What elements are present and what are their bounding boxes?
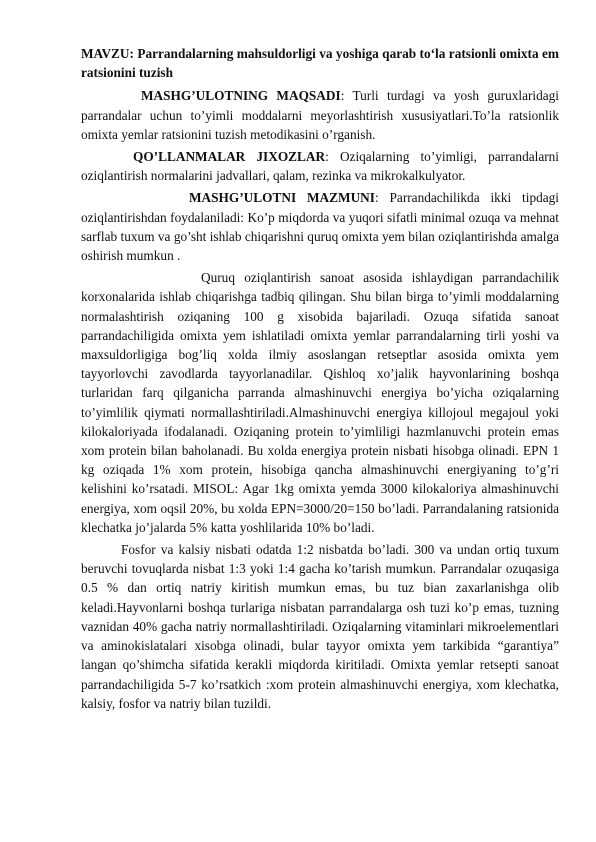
document-page xyxy=(81,44,559,713)
content-paragraph xyxy=(81,188,559,265)
tools-paragraph xyxy=(81,147,559,185)
tools-heading: QO’LLANMALAR JIXOZLAR xyxy=(133,149,326,165)
content-heading: MASHG’ULOTNI MAZMUNI xyxy=(189,190,375,206)
body-paragraph-1: Quruq oziqlantirish sanoat asosida ishlaydigan parrandachilik korxonalarida ishlab chiqarishga tadbiq qilingan. Shu bilan birga to’yimli moddalarning normalashtirish oziqaning 100 g xisobida bajariladi. Ozuqa sifatida sanoat parrandachiligida omixta yem ishlatiladi omixta yemlar parrandalarning tirli yoshi va maxsuldorligiga bog’liq xolda ilmiy asoslangan retseptlar asosida omixta yem tayyorlovchi zavodlarda tayyorlanadilar. Qishloq xo’jalik hayvonlarining boshqa turlaridan farq qilganicha parranda almashinuvchi energiya bo’yicha oziqalarning to’yimlilik qiymati normallashtiriladi.Almashinuvchi energiya killojoul megajoul yoki kilokaloriyada ifodalanadi. Oziqaning protein to’yimliligi hazmlanuvchi protein emas xom protein bilan baholanadi. Bu xolda energiya protein nisbati hisobga olinadi. EPN 1 kg oziqada 1% xom protein, hisobiga qancha almashinuvchi energiyaning to’g’ri kelishini ko’rsatadi. MISOL: Agar 1kg omixta yemda 3000 kilokaloriya almashinuvchi energiya, xom oqsil 20%, bu xolda EPN=3000/20=150 bo’ladi. Parrandalaning ratsionida klechatka jo’jalarda 5% katta yoshlilarida 10% bo’ladi. xyxy=(81,270,559,535)
goal-heading: MASHG’ULOTNING MAQSADI xyxy=(141,88,341,104)
tools-text: : Oziqalarning to’yimligi, parrandalarni oziqlantirish normalarini jadvallari, qalam, rezinka va mikrokalkulyator. xyxy=(81,149,559,184)
document-title: MAVZU: Parrandalarning mahsuldorligi va yoshiga qarab to‘la ratsionli omixta em ratsionini tuzish xyxy=(81,46,559,81)
content-text: : Parrandachilikda ikki tipdagi oziqlantirishdan foydalaniladi: Ko’p miqdorda va yuqori sifatli minimal ozuqa va mehnat sarflab tuxum va go’sht ishlab chiqarishni quruq omixta yem bilan oziqlantirishda amalga oshirish mumkun . xyxy=(81,190,559,264)
body-paragraph-2: Fosfor va kalsiy nisbati odatda 1:2 nisbatda bo’ladi. 300 va undan ortiq tuxum beruvchi tovuqlarda nisbat 1:3 yoki 1:4 gacha ko’tarish mumkun. Parrandalar ozuqasiga 0.5 % dan ortiq natriy kiritish mumkun emas, bu tuz bian zaxarlanishga olib keladi.Hayvonlarni boshqa turlariga nisbatan parrandalarga osh tuzi ko’p emas, tuzning vaznidan 40% gacha natriy normallashtiriladi. Oziqalarning vitaminlari mikroelementlari va aminokislatalari xisobga olinadi, bular tayyor omixta yem tarkibida “garantiya” langan qo’shimcha sifatida kerakli miqdorda kiritiladi. Omixta yemlar retsepti sanoat parrandachiligida 5-7 ko’rsatkich :xom protein almashinuvchi energiya, xom klechatka, kalsiy, fosfor va natriy bilan tuzildi. xyxy=(81,542,559,711)
goal-text: : Turli turdagi va yosh guruxlaridagi parrandalar uchun to’yimli moddalarni meyorlashtirish xususiyatlari.To’la ratsionlik omixta yemlar ratsionini tuzish metodikasini o’rganish. xyxy=(81,88,559,142)
goal-paragraph xyxy=(81,86,559,144)
